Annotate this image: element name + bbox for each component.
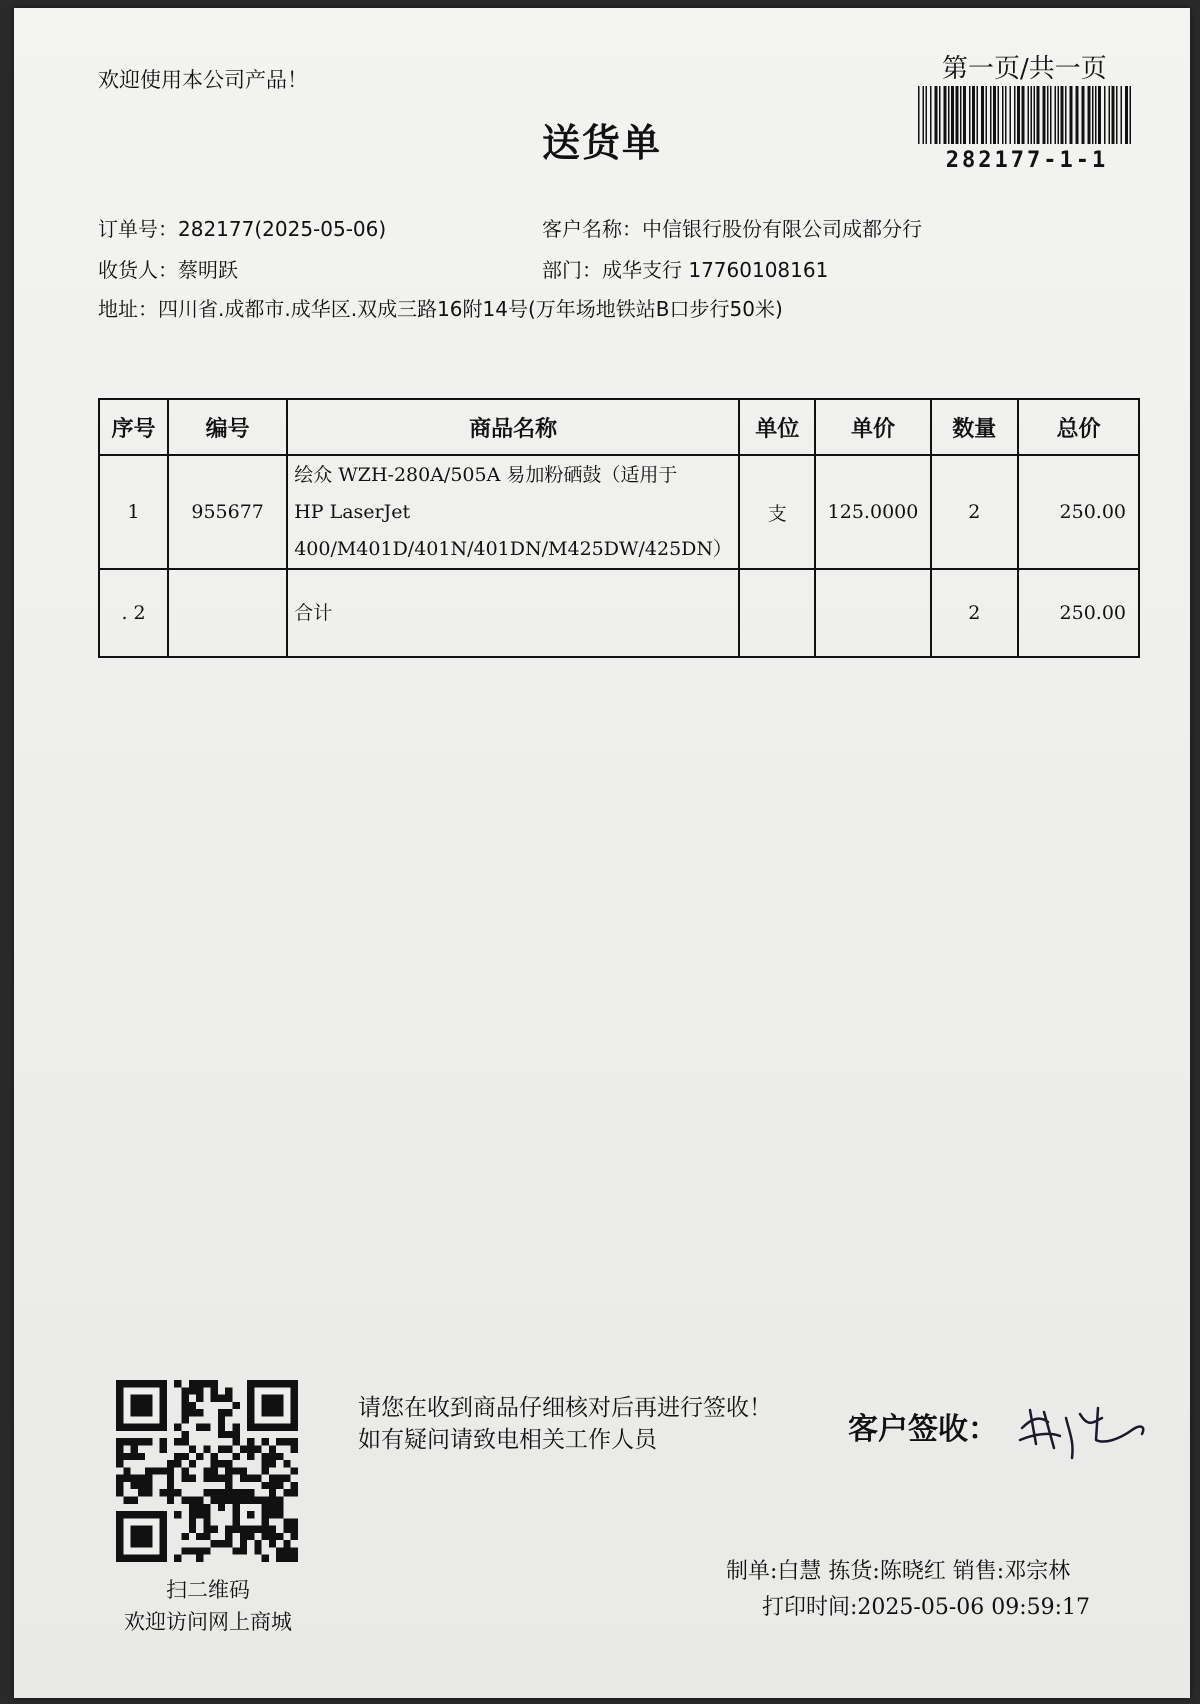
signature-icon: [1014, 1388, 1154, 1468]
barcode-number: 282177-1-1: [945, 148, 1109, 173]
column-header: 编号: [168, 399, 287, 455]
address-label: 地址：: [98, 297, 158, 321]
receiver-value: 蔡明跃: [178, 258, 238, 282]
qr-caption: 扫二维码: [166, 1578, 250, 1602]
column-header: 序号: [99, 399, 168, 455]
cell-unit: 支: [739, 455, 815, 569]
product-name-line: HP LaserJet: [294, 500, 411, 523]
cell-product-name: [287, 455, 739, 569]
department-label: 部门：: [542, 258, 602, 282]
department-value: 成华支行 17760108161: [602, 258, 829, 282]
notice-text: 请您在收到商品仔细核对后再进行签收！如有疑问请致电相关工作人员: [358, 1395, 772, 1453]
cell-price: [815, 569, 930, 657]
document-title: 送货单: [541, 121, 662, 165]
cell-qty: 2: [931, 455, 1018, 569]
table-row: [99, 455, 1139, 569]
receiver-label: 收货人：: [98, 258, 178, 282]
product-name-line: 绘众 WZH-280A/505A 易加粉硒鼓（适用于: [294, 463, 678, 486]
receiver: [98, 254, 238, 283]
goods-table: [98, 398, 1140, 658]
print-time: 打印时间:2025-05-06 09:59:17: [762, 1595, 1091, 1620]
order-number: [98, 213, 386, 242]
summary-row: [99, 569, 1139, 657]
column-header: 数量: [931, 399, 1018, 455]
address: [98, 293, 783, 322]
column-header: 总价: [1018, 399, 1139, 455]
qr-caption: 欢迎访问网上商城: [124, 1610, 292, 1634]
cell-total: 250.00: [1018, 569, 1139, 657]
delivery-note-sheet: [14, 8, 1190, 1698]
address-value: 四川省.成都市.成华区.双成三路16附14号(万年场地铁站B口步行50米): [158, 297, 783, 321]
order-number-value: 282177(2025-05-06): [178, 217, 387, 241]
cell-qty: 2: [931, 569, 1018, 657]
cell-code: [168, 569, 287, 657]
cell-seq: 1: [99, 455, 168, 569]
qr-code-icon: [116, 1380, 298, 1562]
customer-name-label: 客户名称：: [542, 217, 642, 241]
column-header: 商品名称: [287, 399, 739, 455]
page-indicator: 第一页/共一页: [942, 54, 1107, 84]
cell-code: 955677: [168, 455, 287, 569]
staff-info: 制单:白慧 拣货:陈晓红 销售:邓宗林: [726, 1559, 1071, 1584]
cell-total: 250.00: [1018, 455, 1139, 569]
column-header: 单价: [815, 399, 930, 455]
customer-name: [542, 213, 922, 242]
cell-price: 125.0000: [815, 455, 930, 569]
department: [542, 254, 828, 283]
welcome-text: 欢迎使用本公司产品！: [98, 68, 308, 92]
cell-unit: [739, 569, 815, 657]
cell-summary-label: 合计: [287, 569, 739, 657]
table-header-row: [99, 399, 1139, 455]
customer-name-value: 中信银行股份有限公司成都分行: [642, 217, 922, 241]
barcode-icon: [918, 86, 1136, 144]
column-header: 单位: [739, 399, 815, 455]
product-name-line: 400/M401D/401N/401DN/M425DW/425DN）: [294, 537, 733, 560]
order-number-label: 订单号：: [98, 217, 178, 241]
cell-seq: . 2: [99, 569, 168, 657]
customer-signature-label: 客户签收：: [848, 1412, 998, 1447]
